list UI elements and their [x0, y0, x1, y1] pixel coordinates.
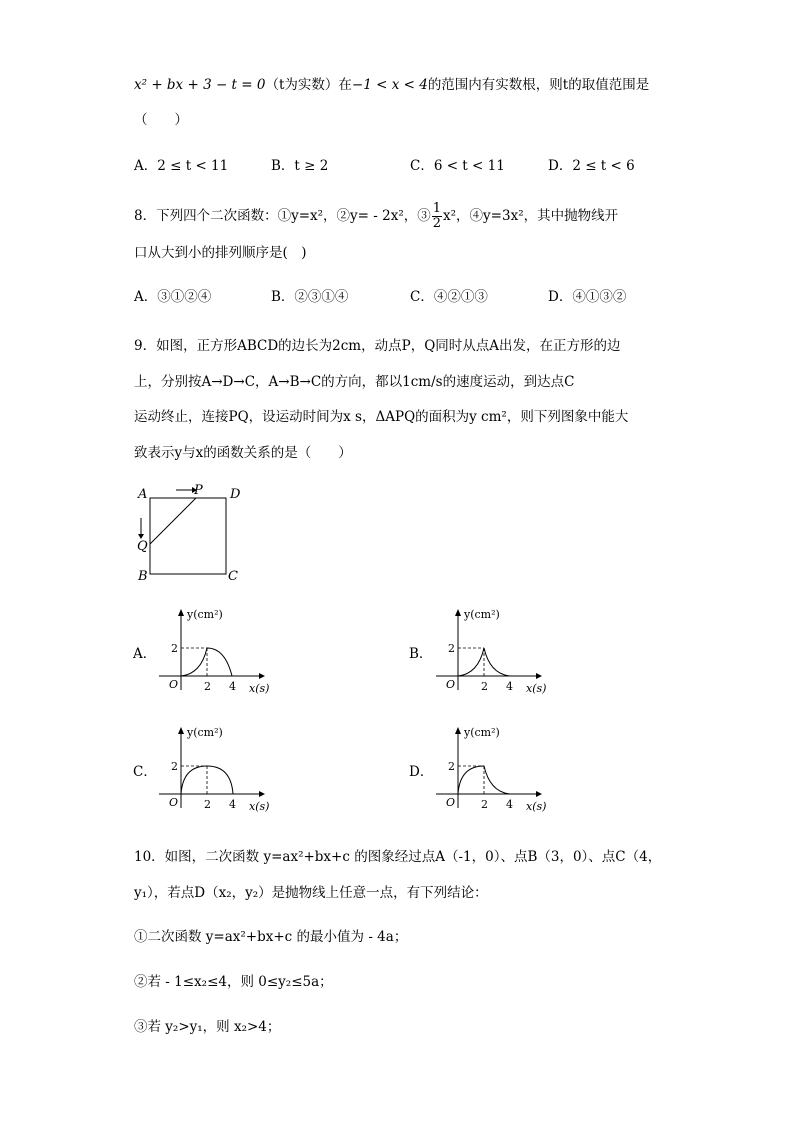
graph-b-label: B．	[409, 646, 433, 662]
label-q: Q	[137, 539, 148, 554]
curve	[181, 766, 233, 794]
label-a: A	[138, 487, 148, 502]
y-axis-arrow-icon	[178, 727, 184, 734]
curve	[458, 648, 510, 676]
label-b: B	[138, 569, 148, 584]
graph-d-label: D．	[409, 764, 434, 780]
x-tick-2: 2	[204, 798, 211, 811]
origin-label: O	[446, 796, 456, 809]
q9-line-4: 致表示y与x的函数关系的是（ ）	[134, 445, 352, 461]
y-tick: 2	[448, 760, 455, 773]
label-p: P	[194, 483, 203, 498]
x-axis-arrow-icon	[259, 791, 265, 797]
x-tick-4: 4	[506, 798, 513, 811]
q7-tail: 的范围内有实数根，则t的取值范围是	[427, 77, 650, 93]
square-figure	[130, 480, 250, 590]
q10-line-2: y₁），若点D（x₂，y₂）是抛物线上任意一点，有下列结论：	[134, 885, 488, 901]
segment-pq	[150, 498, 196, 544]
graph-b	[432, 604, 562, 696]
x-tick-2: 2	[204, 680, 211, 693]
q9-line-2: 上，分别按A→D→C，A→B→C的方向，都以1cm/s的速度运动，到达点C	[134, 374, 575, 390]
x-label: x(s)	[249, 682, 270, 695]
label-c: C	[228, 569, 238, 584]
y-label: y(cm²)	[464, 726, 500, 739]
q7-option-b: B．t ≥ 2	[271, 158, 329, 174]
q9-line-3: 运动终止，连接PQ，设运动时间为x s，ΔAPQ的面积为y cm²，则下列图象中能大	[134, 409, 629, 425]
q8-option-b: B．②③①④	[271, 289, 349, 305]
x-label: x(s)	[526, 682, 547, 695]
x-axis-arrow-icon	[536, 673, 542, 679]
y-label: y(cm²)	[187, 608, 223, 621]
q8-frac-num: 1	[432, 201, 442, 216]
q7-option-c: C．6 < t < 11	[410, 158, 505, 174]
q7-line-2: （ ）	[134, 112, 188, 128]
y-tick: 2	[171, 760, 178, 773]
y-tick: 2	[448, 642, 455, 655]
x-tick-4: 4	[229, 798, 236, 811]
q8-option-c: C．④②①③	[410, 289, 488, 305]
graph-a-label: A．	[133, 646, 157, 662]
q8-text-a: 8．下列四个二次函数：①y=x²，②y= - 2x²，③	[134, 208, 431, 224]
q10-line-4: ②若 - 1≤x₂≤4，则 0≤y₂≤5a；	[134, 974, 333, 990]
x-tick-2: 2	[481, 680, 488, 693]
square-abcd	[150, 498, 226, 574]
x-tick-2: 2	[481, 798, 488, 811]
y-label: y(cm²)	[187, 726, 223, 739]
curve	[458, 766, 510, 794]
graph-d	[432, 722, 562, 814]
graph-c	[155, 722, 285, 814]
curve	[181, 648, 232, 676]
q10-line-3: ①二次函数 y=ax²+bx+c 的最小值为 - 4a；	[134, 929, 408, 945]
x-tick-4: 4	[229, 680, 236, 693]
q8-text-b: x²，④y=3x²，其中抛物线开	[443, 208, 619, 224]
q7-option-a: A．2 ≤ t < 11	[134, 158, 229, 174]
y-axis-arrow-icon	[455, 609, 461, 616]
q10-line-1: 10．如图，二次函数 y=ax²+bx+c 的图象经过点A（-1，0）、点B（3，0）、点C（4，	[134, 849, 662, 865]
q7-option-d: D．2 ≤ t < 6	[548, 158, 635, 174]
graph-a	[155, 604, 285, 696]
q8-line-1	[134, 202, 618, 231]
q8-frac-den: 2	[432, 216, 442, 231]
q10-line-5: ③若 y₂>y₁，则 x₂>4；	[134, 1019, 281, 1035]
y-axis-arrow-icon	[178, 609, 184, 616]
x-label: x(s)	[526, 800, 547, 813]
q7-line-1	[134, 73, 649, 93]
y-axis-arrow-icon	[455, 727, 461, 734]
q8-option-d: D．④①③②	[548, 289, 627, 305]
y-label: y(cm²)	[464, 608, 500, 621]
q8-option-a: A．③①②④	[134, 289, 212, 305]
x-tick-4: 4	[506, 680, 513, 693]
q7-note: （t为实数）在	[265, 77, 352, 93]
q9-line-1: 9．如图，正方形ABCD的边长为2cm，动点P，Q同时从点A出发，在正方形的边	[134, 338, 621, 354]
x-label: x(s)	[249, 800, 270, 813]
q8-line-2: 口从大到小的排列顺序是( )	[134, 245, 307, 261]
origin-label: O	[169, 796, 179, 809]
label-d: D	[230, 487, 241, 502]
q8-fraction	[432, 202, 442, 231]
graph-c-label: C．	[133, 764, 157, 780]
origin-label: O	[169, 678, 179, 691]
q7-equation: x² + bx + 3 − t = 0	[134, 77, 266, 93]
q7-range: −1 < x < 4	[351, 77, 428, 93]
y-tick: 2	[171, 642, 178, 655]
x-axis-arrow-icon	[536, 791, 542, 797]
origin-label: O	[446, 678, 456, 691]
x-axis-arrow-icon	[259, 673, 265, 679]
